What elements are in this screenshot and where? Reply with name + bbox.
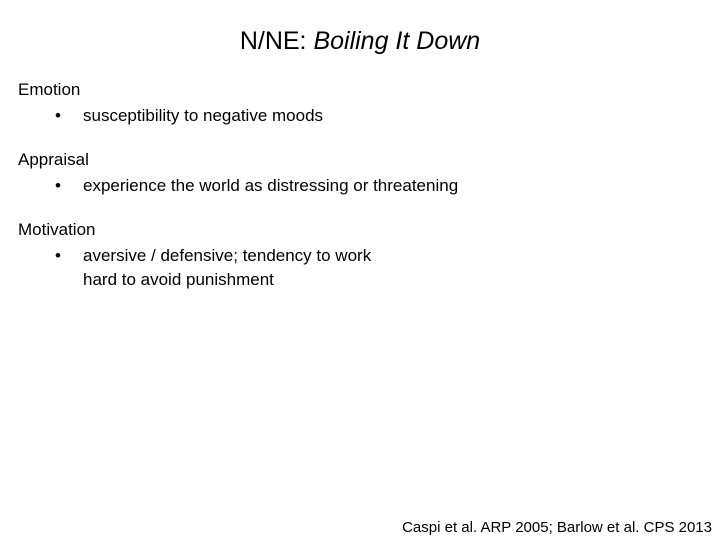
- citation-footer: Caspi et al. ARP 2005; Barlow et al. CPS 2013: [402, 519, 712, 536]
- bullet-text: aversive / defensive; tendency to work hard to avoid punishment: [83, 246, 372, 289]
- slide-title-italic: Boiling It Down: [313, 27, 481, 55]
- section-heading: Appraisal: [18, 150, 89, 169]
- slide-title: [0, 26, 720, 56]
- bullet-item: [55, 174, 708, 198]
- section-appraisal: [18, 150, 708, 198]
- section-heading: Motivation: [18, 220, 96, 239]
- section-emotion: [18, 80, 708, 128]
- section-motivation: [18, 220, 708, 292]
- bullet-icon: •: [55, 176, 61, 195]
- bullet-text: experience the world as distressing or threatening: [83, 176, 459, 195]
- section-heading: Emotion: [18, 80, 81, 99]
- content-sections: [18, 80, 708, 314]
- bullet-item: [55, 104, 708, 128]
- bullet-item: [55, 244, 708, 292]
- slide-title-prefix: N/NE:: [239, 27, 314, 55]
- bullet-icon: •: [55, 246, 61, 265]
- bullet-text: susceptibility to negative moods: [83, 106, 324, 125]
- bullet-icon: •: [55, 106, 61, 125]
